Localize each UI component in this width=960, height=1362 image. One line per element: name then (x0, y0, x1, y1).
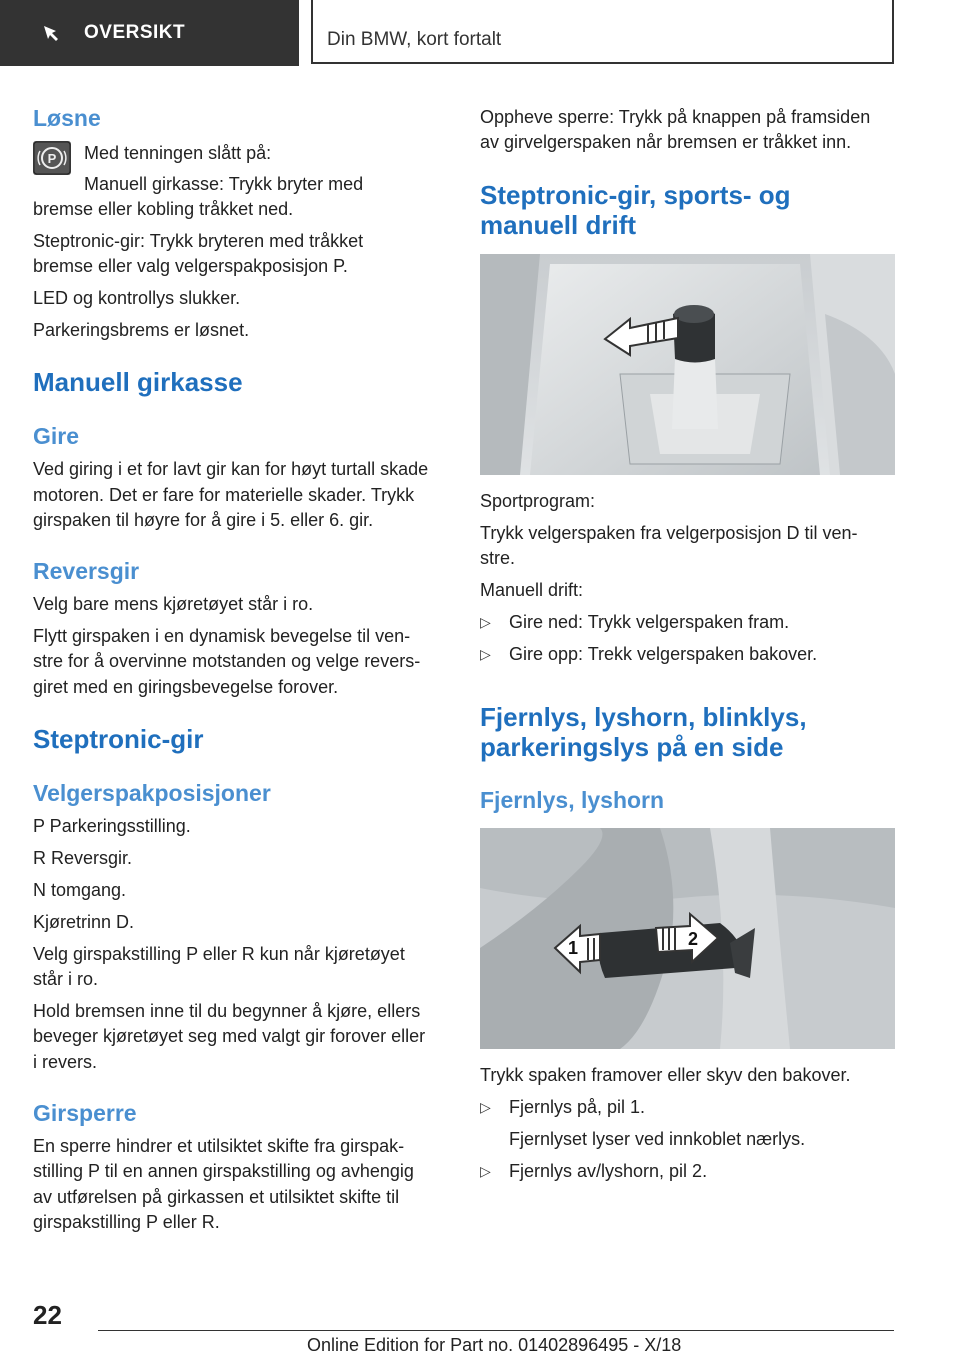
text-line: Velg bare mens kjøretøyet står i ro. (33, 594, 314, 614)
text-line: bremse eller kobling tråkket ned. (33, 199, 294, 219)
footer-edition: Online Edition for Part no. 01402896495 - X/18 (307, 1335, 682, 1355)
text-line: Ved giring i et for lavt gir kan for høyt turtall skade (33, 459, 429, 479)
text-line: Sportprogram: (480, 491, 596, 511)
text-line: står i ro. (33, 969, 99, 989)
tab-section[interactable] (311, 0, 894, 64)
text-line: stre for å overvinne motstanden og velge revers- (33, 651, 421, 671)
heading-gire: Gire (33, 423, 80, 449)
text-line: Med tenningen slått på: (84, 143, 272, 163)
arrow-label-1: 1 (567, 938, 579, 958)
page-number: 22 (33, 1300, 62, 1330)
text-line: Oppheve sperre: Trykk på knappen på framsiden (480, 107, 871, 127)
text-line: Kjøretrinn D. (33, 912, 135, 932)
bullet-triangle-icon: ▷ (480, 646, 491, 662)
gear-selector-illustration (480, 254, 895, 475)
heading-fjernlys-lyshorn: Fjernlys, lyshorn (480, 787, 665, 813)
text-line: stre. (480, 548, 516, 568)
list-item-text: Fjernlys på, pil 1. (509, 1097, 646, 1117)
heading-fjernlys: Fjernlys, lyshorn, blinklys, (480, 702, 807, 732)
text-line: Hold bremsen inne til du begynner å kjøre, ellers (33, 1001, 421, 1021)
text-line: Parkeringsbrems er løsnet. (33, 320, 250, 340)
heading-steptronic-sport-2: manuell drift (480, 210, 637, 240)
heading-steptronic-gir: Steptronic-gir (33, 724, 204, 754)
svg-text:P: P (47, 151, 57, 166)
bullet-triangle-icon: ▷ (480, 1099, 491, 1115)
text-line: Flytt girspaken i en dynamisk bevegelse til ven- (33, 626, 411, 646)
text-line: bremse eller valg velgerspakposisjon P. (33, 256, 348, 276)
text-line: motoren. Det er fare for materielle skader. Trykk (33, 485, 415, 505)
text-line: Velg girspakstilling P eller R kun når kjøretøyet (33, 944, 405, 964)
text-line: Trykk velgerspaken fra velgerposisjon D til ven- (480, 523, 858, 543)
text-line: Manuell drift: (480, 580, 584, 600)
text-line: Trykk spaken framover eller skyv den bakover. (480, 1065, 851, 1085)
text-line: Manuell girkasse: Trykk bryter med (84, 174, 364, 194)
parking-brake-button-icon (33, 141, 71, 175)
text-line: av girvelgerspaken når bremsen er tråkket inn. (480, 132, 852, 152)
text-line: Fjernlyset lyser ved innkoblet nærlys. (509, 1129, 806, 1149)
arrow-label-2: 2 (687, 929, 699, 949)
text-line: beveger kjøretøyet seg med valgt gir forover eller (33, 1026, 426, 1046)
tab-overview[interactable] (0, 0, 299, 66)
list-item-text: Fjernlys av/lyshorn, pil 2. (509, 1161, 708, 1181)
heading-velgerspakposisjoner: Velgerspakposisjoner (33, 780, 271, 806)
light-stalk-illustration (480, 828, 895, 1049)
bullet-triangle-icon: ▷ (480, 614, 491, 630)
text-line: girspakstilling P eller R. (33, 1212, 220, 1232)
list-item-text: Gire ned: Trykk velgerspaken fram. (509, 612, 790, 632)
page-header (0, 0, 960, 66)
footer-divider (98, 1330, 894, 1331)
text-line: giret med en giringsbevegelse forover. (33, 677, 339, 697)
heading-girsperre: Girsperre (33, 1100, 137, 1126)
heading-steptronic-sport: Steptronic-gir, sports- og (480, 180, 791, 210)
text-line: R Reversgir. (33, 848, 133, 868)
heading-manuell-girkasse: Manuell girkasse (33, 367, 243, 397)
bullet-triangle-icon: ▷ (480, 1163, 491, 1179)
arrow-icon (40, 22, 62, 44)
heading-reversgir: Reversgir (33, 558, 140, 584)
text-line: i revers. (33, 1052, 98, 1072)
text-line: av utførelsen på girkassen et utilsiktet skifte til (33, 1187, 400, 1207)
text-line: Steptronic-gir: Trykk bryteren med tråkket (33, 231, 364, 251)
list-item-text: Gire opp: Trekk velgerspaken bakover. (509, 644, 818, 664)
text-line: girspaken til høyre for å gire i 5. eller 6. gir. (33, 510, 374, 530)
text-line: stilling P til en annen girspakstilling og avhengig (33, 1161, 414, 1181)
text-line: LED og kontrollys slukker. (33, 288, 241, 308)
tab-section-label: Din BMW, kort fortalt (327, 29, 502, 50)
heading-fjernlys-2: parkeringslys på en side (480, 732, 784, 762)
tab-overview-label: OVERSIKT (84, 22, 186, 43)
text-line: P Parkeringsstilling. (33, 816, 191, 836)
heading-losne: Løsne (33, 105, 101, 131)
text-line: N tomgang. (33, 880, 127, 900)
text-line: En sperre hindrer et utilsiktet skifte fra girspak- (33, 1136, 405, 1156)
